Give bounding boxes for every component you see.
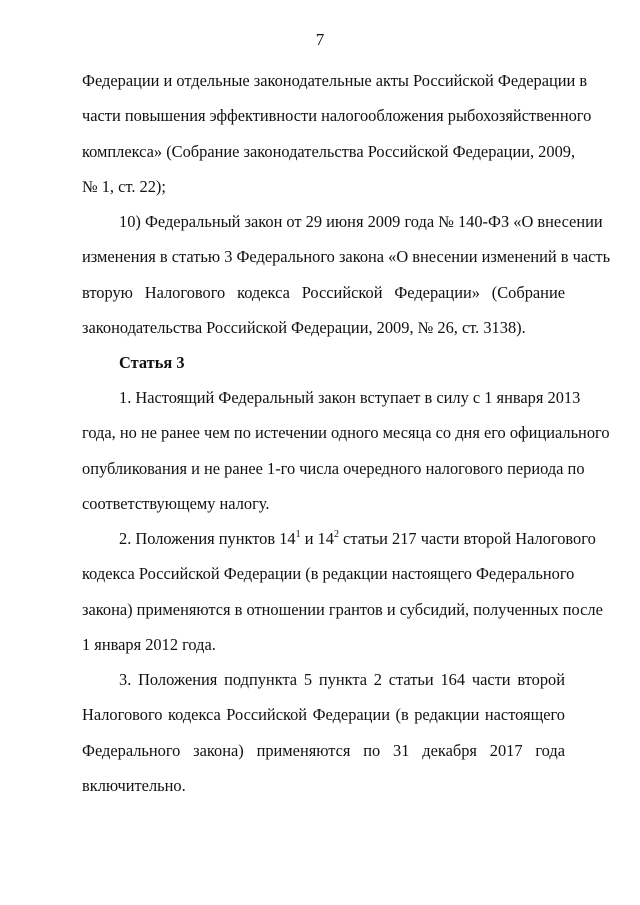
article-heading: Статья 3 <box>119 353 185 372</box>
text-line: кодекса Российской Федерации (в редакции настоящего Федерального <box>82 564 575 583</box>
superscript: 1 <box>295 529 301 540</box>
text-line: вторую Налогового кодекса Российской Федерации» (Собрание <box>82 283 565 302</box>
text-line: части повышения эффективности налогообложения рыбохозяйственного <box>82 106 592 125</box>
text-fragment: статьи 217 части второй Налогового <box>338 529 596 548</box>
page-number: 7 <box>315 30 325 49</box>
text-line: опубликования и не ранее 1-го числа очередного налогового периода по <box>82 459 585 478</box>
text-fragment: и 14 <box>300 529 334 548</box>
superscript: 2 <box>333 529 339 540</box>
text-line: законодательства Российской Федерации, 2009, № 26, ст. 3138). <box>82 318 526 337</box>
text-fragment: 2. Положения пунктов 14 <box>119 529 296 548</box>
text-line: включительно. <box>82 776 186 795</box>
text-line: 3. Положения подпункта 5 пункта 2 статьи 164 части второй <box>119 670 565 689</box>
text-line: Налогового кодекса Российской Федерации (в редакции настоящего <box>82 705 565 724</box>
text-line: Федерации и отдельные законодательные акты Российской Федерации в <box>82 71 588 90</box>
text-line: года, но не ранее чем по истечении одного месяца со дня его официального <box>82 423 610 442</box>
text-line: 1 января 2012 года. <box>82 635 216 654</box>
text-line: закона) применяются в отношении грантов и субсидий, полученных после <box>82 600 603 619</box>
text-line: комплекса» (Собрание законодательства Российской Федерации, 2009, <box>82 142 576 161</box>
text-line: соответствующему налогу. <box>82 494 270 513</box>
text-line: № 1, ст. 22); <box>82 177 166 196</box>
text-line-with-superscripts <box>119 529 596 549</box>
text-line: 1. Настоящий Федеральный закон вступает в силу с 1 января 2013 <box>119 388 581 407</box>
text-line: изменения в статью 3 Федерального закона «О внесении изменений в часть <box>82 247 611 266</box>
text-line: 10) Федеральный закон от 29 июня 2009 года № 140-ФЗ «О внесении <box>119 212 603 231</box>
text-line: Федерального закона) применяются по 31 декабря 2017 года <box>82 741 565 760</box>
